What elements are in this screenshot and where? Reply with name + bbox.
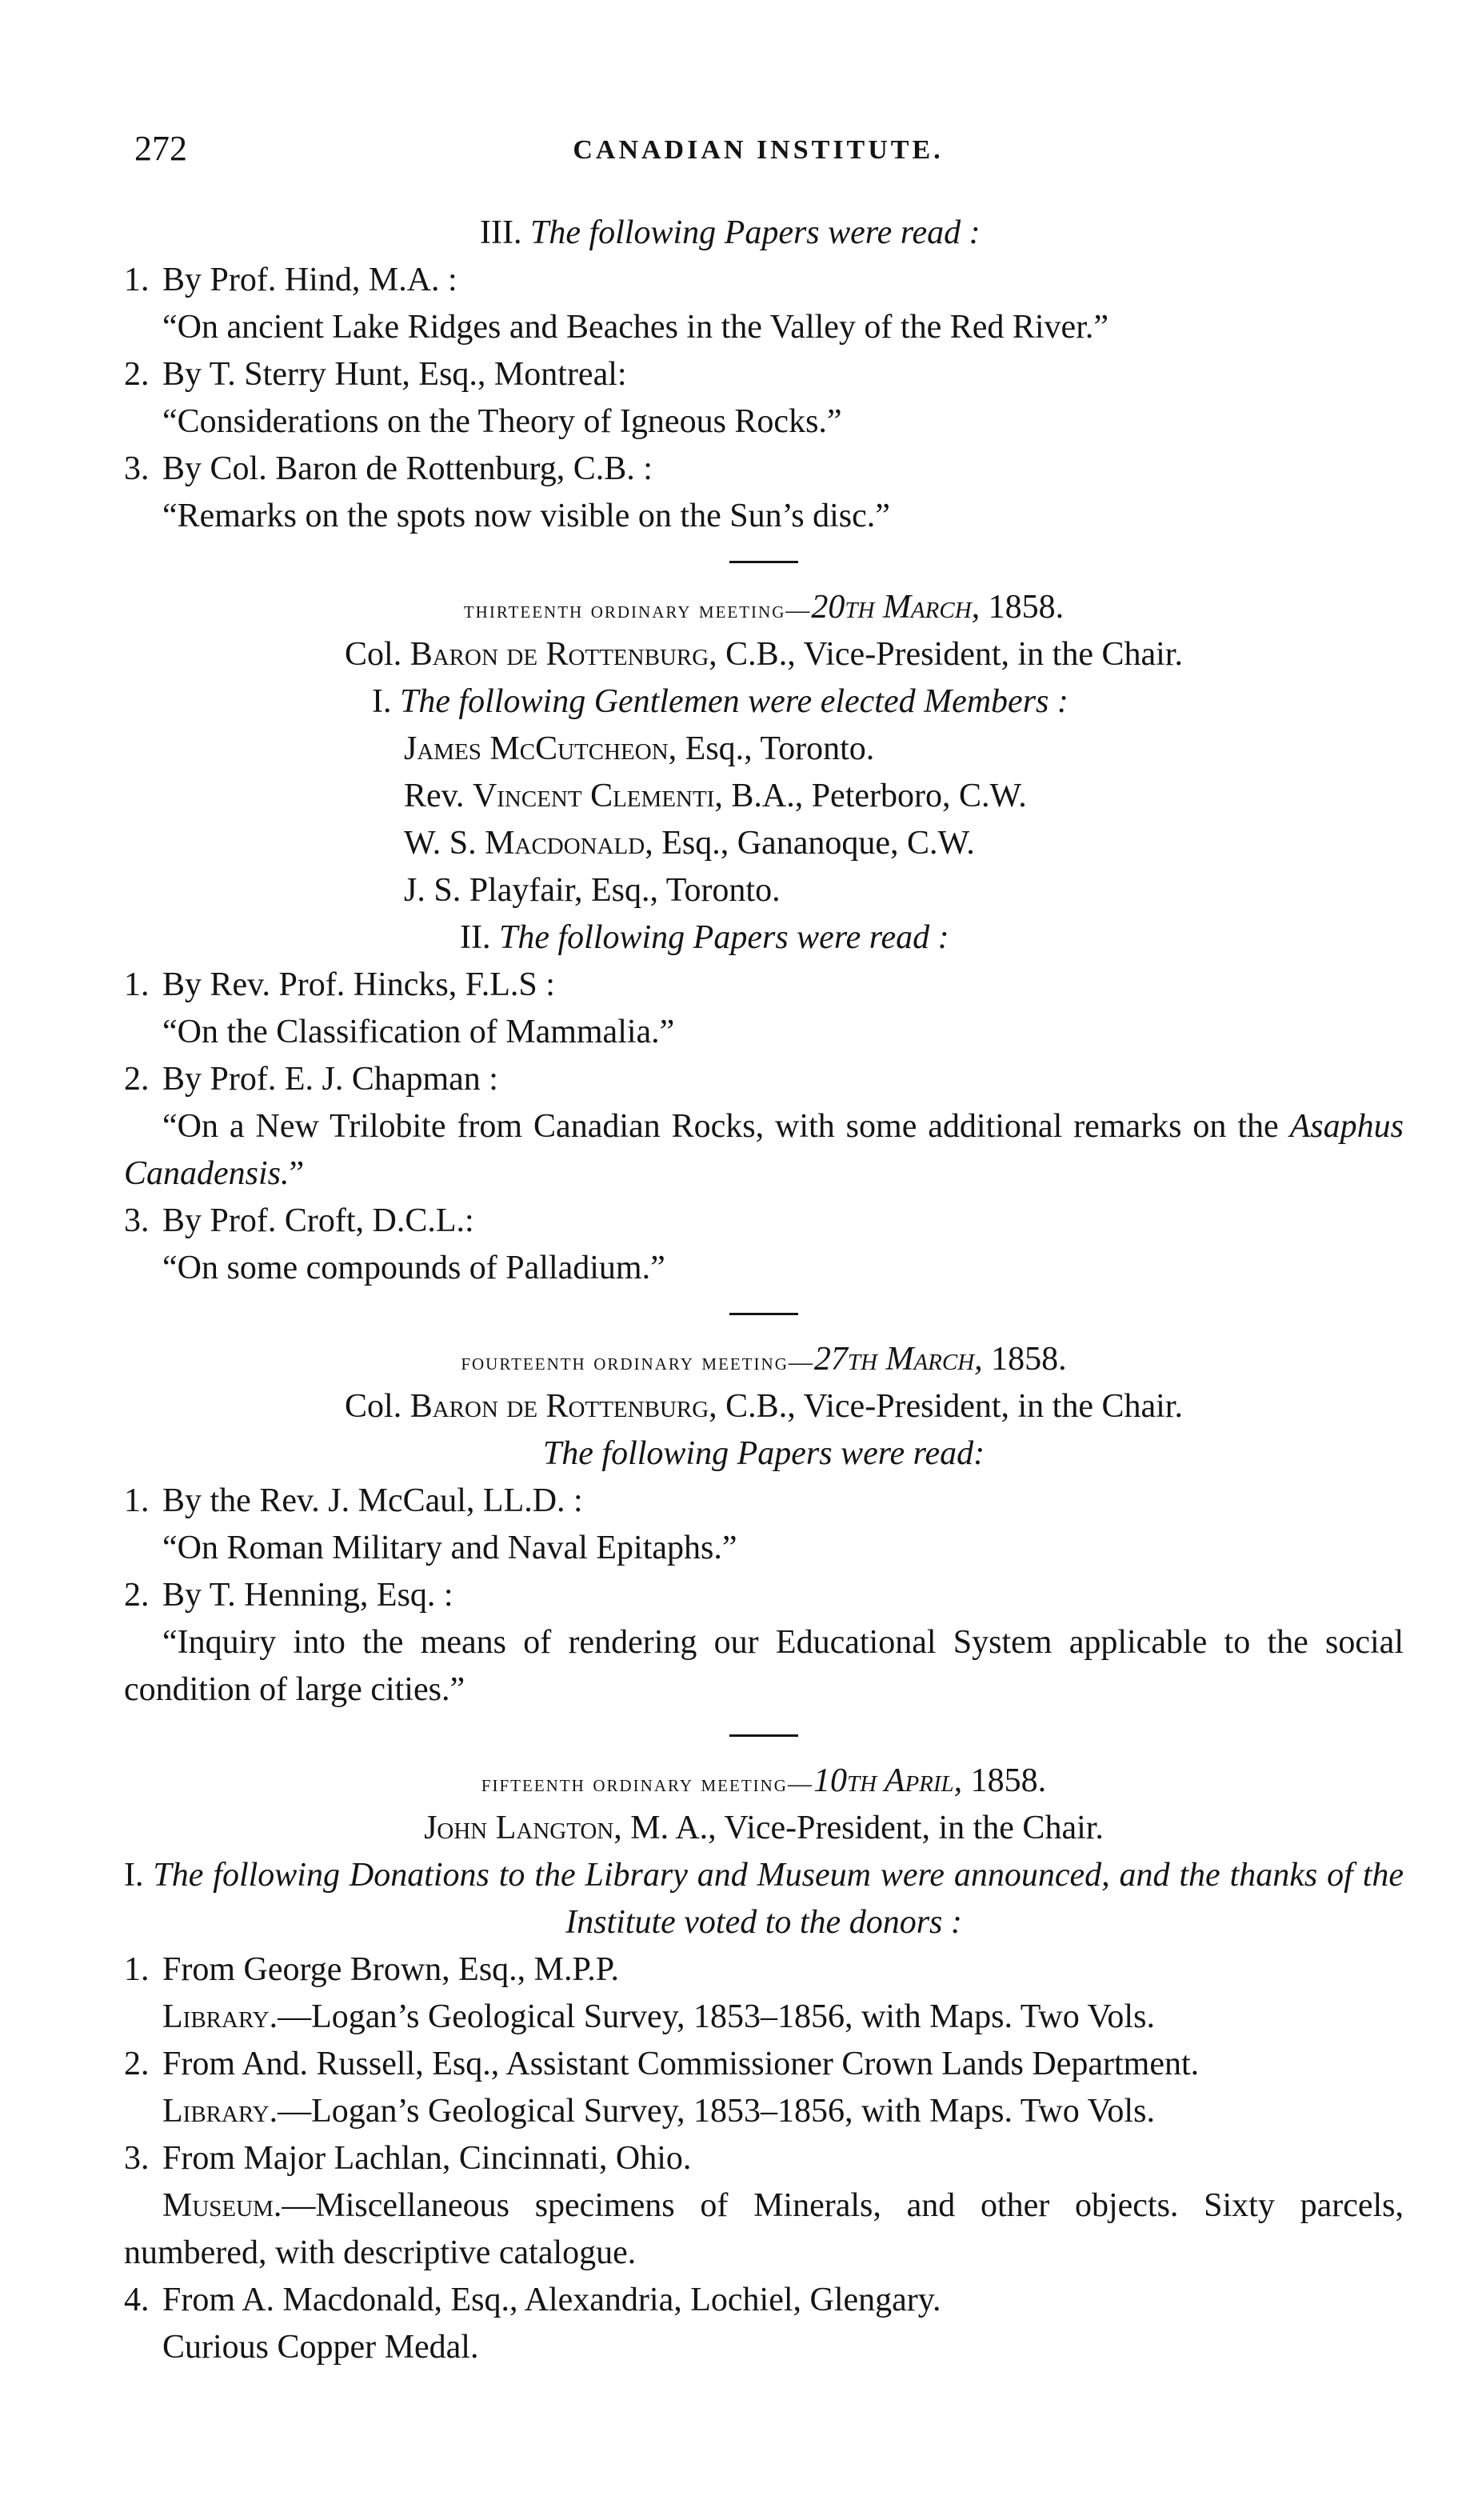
paper-author: 2. By T. Henning, Esq. : (124, 1577, 453, 1614)
meeting-heading: fourteenth ordinary meeting—27th March, 1858. (461, 1341, 1067, 1378)
paper-author: 2. By T. Sterry Hunt, Esq., Montreal: (124, 356, 627, 393)
meeting-chair: Col. Baron de Rottenburg, C.B., Vice-President, in the Chair. (345, 1388, 1183, 1425)
section-heading (124, 210, 1404, 257)
page-content (124, 210, 1404, 2371)
paper-author: 2. By Prof. E. J. Chapman : (124, 1061, 498, 1098)
donation-item: Library.—Logan’s Geological Survey, 1853–1856, with Maps. Two Vols. (162, 2093, 1155, 2130)
paper-title: “Considerations on the Theory of Igneous Rocks.” (162, 403, 842, 440)
paper-title: “Remarks on the spots now visible on the Sun’s disc.” (162, 498, 890, 534)
section-divider (729, 1734, 798, 1737)
section-divider (729, 1313, 798, 1315)
members-heading: I. The following Gentlemen were elected Members : (372, 683, 1069, 720)
paper-title: “On ancient Lake Ridges and Beaches in the Valley of the Red River.” (162, 309, 1109, 346)
meeting-heading: fifteenth ordinary meeting—10th April, 1858. (481, 1762, 1047, 1799)
paper-author: 3. By Col. Baron de Rottenburg, C.B. : (124, 450, 653, 487)
member-entry: J. S. Playfair, Esq., Toronto. (404, 872, 781, 909)
paper-author: 1. By Prof. Hind, M.A. : (124, 262, 457, 298)
paper-author: 3. By Prof. Croft, D.C.L.: (124, 1202, 474, 1239)
page-number: 272 (134, 129, 187, 168)
papers-heading: II. The following Papers were read : (460, 919, 949, 956)
section-number: III. (480, 214, 522, 251)
member-entry: James McCutcheon, Esq., Toronto. (404, 730, 875, 767)
section-heading-text: The following Papers were read : (529, 214, 981, 251)
running-head: CANADIAN INSTITUTE. (573, 135, 944, 165)
page-header (134, 125, 1382, 173)
paper-author: 1. By Rev. Prof. Hincks, F.L.S : (124, 966, 555, 1003)
donation-item: Curious Copper Medal. (162, 2329, 479, 2366)
donation-from: 1. From George Brown, Esq., M.P.P. (124, 1951, 619, 1988)
paper-title: “On Roman Military and Naval Epitaphs.” (162, 1530, 737, 1566)
donation-item: Museum.—Miscellaneous specimens of Minerals, and other objects. Sixty parcels, numbered, with descriptive catalogue. (124, 2187, 1404, 2271)
donation-from: 2. From And. Russell, Esq., Assistant Commissioner Crown Lands Department. (124, 2046, 1200, 2082)
papers-heading: The following Papers were read: (542, 1435, 985, 1472)
donation-from: 4. From A. Macdonald, Esq., Alexandria, Lochiel, Glengary. (124, 2282, 941, 2318)
meeting-chair: Col. Baron de Rottenburg, C.B., Vice-President, in the Chair. (345, 636, 1183, 673)
donation-from: 3. From Major Lachlan, Cincinnati, Ohio. (124, 2140, 692, 2177)
paper-author: 1. By the Rev. J. McCaul, LL.D. : (124, 1482, 583, 1519)
paper-title: “On the Classification of Mammalia.” (162, 1014, 675, 1050)
member-entry: W. S. Macdonald, Esq., Gananoque, C.W. (404, 825, 975, 862)
meeting-heading: thirteenth ordinary meeting—20th March, 1858. (463, 589, 1065, 626)
paper-title: “On some compounds of Palladium.” (162, 1250, 665, 1286)
paper-title: “On a New Trilobite from Canadian Rocks, with some additional remarks on the Asaphus Canadensis.” (124, 1108, 1404, 1192)
paper-title: “Inquiry into the means of rendering our Educational System applicable to the social condition of large cities.” (124, 1624, 1404, 1708)
member-entry: Rev. Vincent Clementi, B.A., Peterboro, C.W. (404, 778, 1027, 814)
meeting-chair: John Langton, M. A., Vice-President, in the Chair. (424, 1810, 1104, 1846)
section-divider (729, 561, 798, 563)
donation-item: Library.—Logan’s Geological Survey, 1853–1856, with Maps. Two Vols. (162, 1998, 1155, 2035)
donations-heading: I. The following Donations to the Library and Museum were announced, and the thanks of the Institute voted to the donors : (124, 1857, 1404, 1941)
